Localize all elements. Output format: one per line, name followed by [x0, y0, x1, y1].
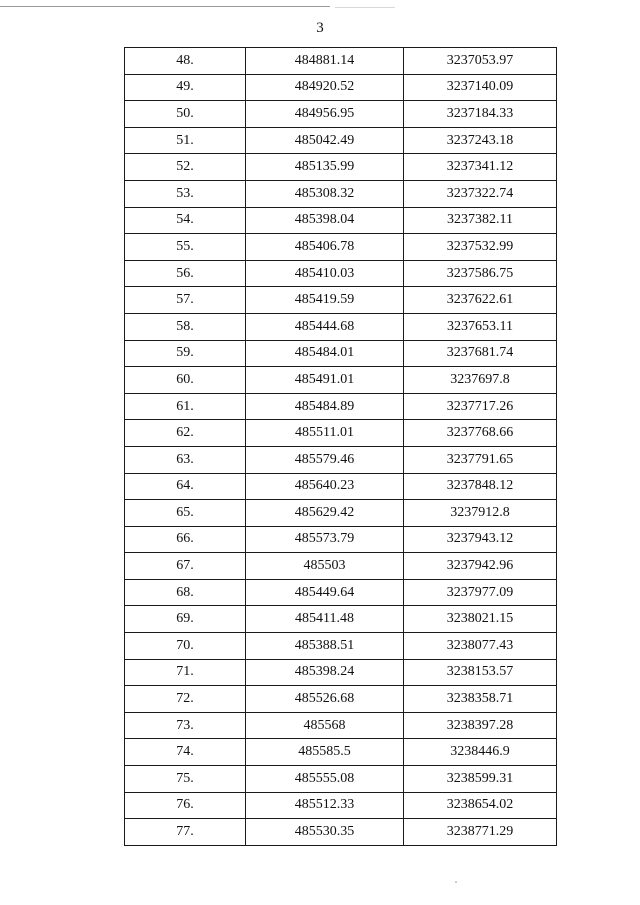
table-row	[125, 393, 557, 420]
x-coordinate-cell: 485555.08	[246, 766, 404, 793]
table-row	[125, 313, 557, 340]
point-number-cell: 50.	[125, 101, 246, 128]
y-coordinate-cell: 3238153.57	[404, 659, 557, 686]
x-coordinate-cell: 485411.48	[246, 606, 404, 633]
point-number-cell: 66.	[125, 526, 246, 553]
table-row	[125, 154, 557, 181]
x-coordinate-cell: 485579.46	[246, 446, 404, 473]
point-number-cell: 68.	[125, 579, 246, 606]
point-number-cell: 58.	[125, 313, 246, 340]
x-coordinate-cell: 485419.59	[246, 287, 404, 314]
y-coordinate-cell: 3238654.02	[404, 792, 557, 819]
scan-edge-line	[0, 6, 330, 7]
point-number-cell: 75.	[125, 766, 246, 793]
table-row	[125, 101, 557, 128]
x-coordinate-cell: 485484.89	[246, 393, 404, 420]
table-row	[125, 74, 557, 101]
table-row	[125, 340, 557, 367]
table-row	[125, 127, 557, 154]
point-number-cell: 63.	[125, 446, 246, 473]
table-row	[125, 420, 557, 447]
y-coordinate-cell: 3238077.43	[404, 633, 557, 660]
point-number-cell: 65.	[125, 500, 246, 527]
x-coordinate-cell: 485308.32	[246, 180, 404, 207]
table-row	[125, 473, 557, 500]
x-coordinate-cell: 485512.33	[246, 792, 404, 819]
table-row	[125, 526, 557, 553]
point-number-cell: 74.	[125, 739, 246, 766]
x-coordinate-cell: 484920.52	[246, 74, 404, 101]
x-coordinate-cell: 485398.24	[246, 659, 404, 686]
table-row	[125, 207, 557, 234]
y-coordinate-cell: 3237140.09	[404, 74, 557, 101]
y-coordinate-cell: 3237382.11	[404, 207, 557, 234]
x-coordinate-cell: 485573.79	[246, 526, 404, 553]
y-coordinate-cell: 3237848.12	[404, 473, 557, 500]
x-coordinate-cell: 485511.01	[246, 420, 404, 447]
point-number-cell: 61.	[125, 393, 246, 420]
y-coordinate-cell: 3237532.99	[404, 234, 557, 261]
y-coordinate-cell: 3238397.28	[404, 712, 557, 739]
y-coordinate-cell: 3237184.33	[404, 101, 557, 128]
table-row	[125, 234, 557, 261]
y-coordinate-cell: 3237622.61	[404, 287, 557, 314]
y-coordinate-cell: 3237341.12	[404, 154, 557, 181]
x-coordinate-cell: 484881.14	[246, 48, 404, 75]
table-row	[125, 48, 557, 75]
table-row	[125, 553, 557, 580]
table-row	[125, 579, 557, 606]
x-coordinate-cell: 485530.35	[246, 819, 404, 846]
point-number-cell: 77.	[125, 819, 246, 846]
point-number-cell: 67.	[125, 553, 246, 580]
point-number-cell: 55.	[125, 234, 246, 261]
x-coordinate-cell: 485449.64	[246, 579, 404, 606]
y-coordinate-cell: 3237053.97	[404, 48, 557, 75]
x-coordinate-cell: 484956.95	[246, 101, 404, 128]
point-number-cell: 73.	[125, 712, 246, 739]
point-number-cell: 62.	[125, 420, 246, 447]
point-number-cell: 53.	[125, 180, 246, 207]
point-number-cell: 76.	[125, 792, 246, 819]
page-number: 3	[316, 20, 324, 36]
y-coordinate-cell: 3237912.8	[404, 500, 557, 527]
x-coordinate-cell: 485526.68	[246, 686, 404, 713]
point-number-cell: 52.	[125, 154, 246, 181]
y-coordinate-cell: 3237681.74	[404, 340, 557, 367]
x-coordinate-cell: 485398.04	[246, 207, 404, 234]
point-number-cell: 71.	[125, 659, 246, 686]
table-row	[125, 633, 557, 660]
table-row	[125, 287, 557, 314]
table-row	[125, 446, 557, 473]
table-row	[125, 819, 557, 846]
y-coordinate-cell: 3237653.11	[404, 313, 557, 340]
point-number-cell: 59.	[125, 340, 246, 367]
y-coordinate-cell: 3237768.66	[404, 420, 557, 447]
y-coordinate-cell: 3237943.12	[404, 526, 557, 553]
y-coordinate-cell: 3238599.31	[404, 766, 557, 793]
x-coordinate-cell: 485410.03	[246, 260, 404, 287]
point-number-cell: 56.	[125, 260, 246, 287]
point-number-cell: 54.	[125, 207, 246, 234]
x-coordinate-cell: 485491.01	[246, 367, 404, 394]
scan-speck	[455, 881, 457, 883]
y-coordinate-cell: 3237942.96	[404, 553, 557, 580]
coordinates-table	[124, 47, 557, 846]
point-number-cell: 48.	[125, 48, 246, 75]
x-coordinate-cell: 485406.78	[246, 234, 404, 261]
point-number-cell: 51.	[125, 127, 246, 154]
point-number-cell: 57.	[125, 287, 246, 314]
y-coordinate-cell: 3237243.18	[404, 127, 557, 154]
table-row	[125, 260, 557, 287]
table-row	[125, 606, 557, 633]
table-row	[125, 500, 557, 527]
point-number-cell: 60.	[125, 367, 246, 394]
x-coordinate-cell: 485503	[246, 553, 404, 580]
table-row	[125, 792, 557, 819]
table-row	[125, 686, 557, 713]
x-coordinate-cell: 485585.5	[246, 739, 404, 766]
x-coordinate-cell: 485568	[246, 712, 404, 739]
x-coordinate-cell: 485388.51	[246, 633, 404, 660]
point-number-cell: 64.	[125, 473, 246, 500]
table-row	[125, 766, 557, 793]
y-coordinate-cell: 3237586.75	[404, 260, 557, 287]
table-row	[125, 659, 557, 686]
point-number-cell: 69.	[125, 606, 246, 633]
y-coordinate-cell: 3237717.26	[404, 393, 557, 420]
scan-edge-line-faint	[335, 7, 395, 8]
point-number-cell: 49.	[125, 74, 246, 101]
y-coordinate-cell: 3237977.09	[404, 579, 557, 606]
table-row	[125, 367, 557, 394]
y-coordinate-cell: 3238771.29	[404, 819, 557, 846]
y-coordinate-cell: 3237322.74	[404, 180, 557, 207]
table-row	[125, 180, 557, 207]
table-row	[125, 712, 557, 739]
point-number-cell: 70.	[125, 633, 246, 660]
x-coordinate-cell: 485629.42	[246, 500, 404, 527]
y-coordinate-cell: 3237791.65	[404, 446, 557, 473]
x-coordinate-cell: 485042.49	[246, 127, 404, 154]
y-coordinate-cell: 3237697.8	[404, 367, 557, 394]
x-coordinate-cell: 485444.68	[246, 313, 404, 340]
table-row	[125, 739, 557, 766]
x-coordinate-cell: 485484.01	[246, 340, 404, 367]
coordinates-table-body	[125, 48, 557, 846]
point-number-cell: 72.	[125, 686, 246, 713]
x-coordinate-cell: 485640.23	[246, 473, 404, 500]
y-coordinate-cell: 3238021.15	[404, 606, 557, 633]
x-coordinate-cell: 485135.99	[246, 154, 404, 181]
y-coordinate-cell: 3238358.71	[404, 686, 557, 713]
y-coordinate-cell: 3238446.9	[404, 739, 557, 766]
